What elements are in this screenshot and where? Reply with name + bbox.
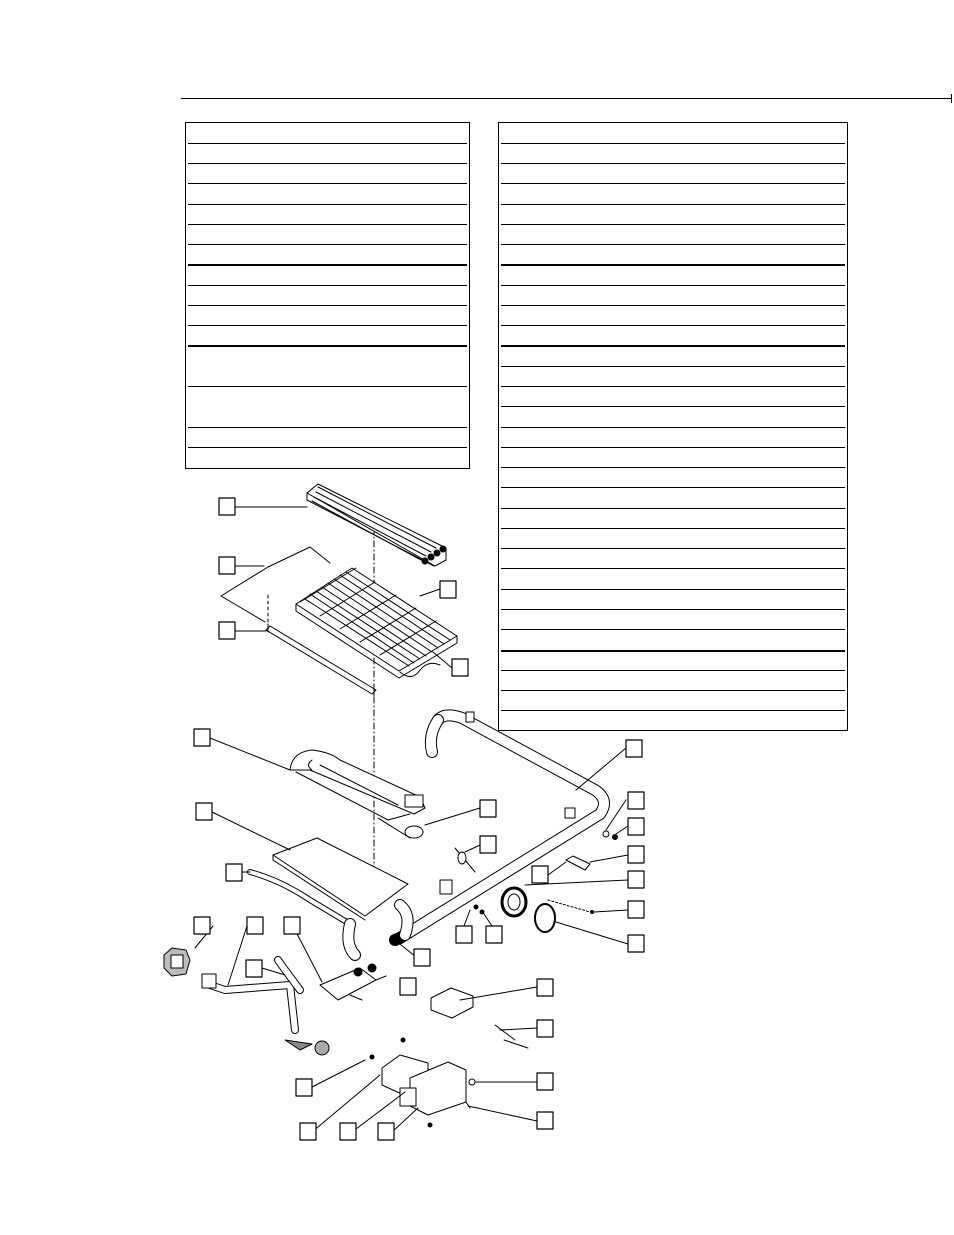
callout-box bbox=[486, 926, 502, 943]
callout-box bbox=[196, 803, 212, 820]
callout-box bbox=[452, 659, 468, 676]
callout-box bbox=[226, 864, 242, 881]
callout-box bbox=[537, 1112, 553, 1129]
callout-box bbox=[194, 917, 210, 934]
callout-box bbox=[628, 792, 644, 809]
main-frame bbox=[348, 712, 604, 955]
callout-box bbox=[628, 871, 644, 888]
callout-box bbox=[246, 960, 262, 977]
regulator bbox=[164, 948, 190, 976]
callout-box bbox=[340, 1123, 356, 1140]
burner bbox=[290, 750, 425, 838]
cooking-grate bbox=[307, 484, 446, 566]
callout-box bbox=[628, 901, 644, 918]
callout-box bbox=[537, 1020, 553, 1037]
callout-box bbox=[628, 935, 644, 952]
callout-box bbox=[537, 1073, 553, 1090]
callout-box bbox=[414, 949, 430, 966]
callout-box bbox=[400, 978, 416, 995]
callout-box bbox=[456, 926, 472, 943]
callout-box bbox=[219, 622, 235, 639]
callout-box bbox=[300, 1123, 316, 1140]
callout-box bbox=[440, 581, 456, 598]
callout-box bbox=[378, 1123, 394, 1140]
callout-box bbox=[219, 557, 235, 574]
callout-box bbox=[480, 836, 496, 853]
callout-box bbox=[532, 866, 548, 883]
hose bbox=[202, 960, 329, 1055]
callout-box bbox=[626, 740, 642, 757]
callout-box bbox=[247, 917, 263, 934]
callout-box bbox=[296, 1079, 312, 1096]
callout-box bbox=[628, 818, 644, 835]
callout-box bbox=[219, 498, 235, 515]
gas-valve bbox=[320, 964, 386, 1000]
drip-shield bbox=[273, 838, 408, 920]
battery-box bbox=[370, 1038, 475, 1127]
callout-box bbox=[480, 800, 496, 817]
callout-box bbox=[537, 979, 553, 996]
callout-box bbox=[284, 917, 300, 934]
callouts bbox=[194, 498, 644, 1140]
callout-box bbox=[194, 729, 210, 746]
leader-lines bbox=[195, 507, 628, 1132]
callout-box bbox=[628, 846, 644, 863]
